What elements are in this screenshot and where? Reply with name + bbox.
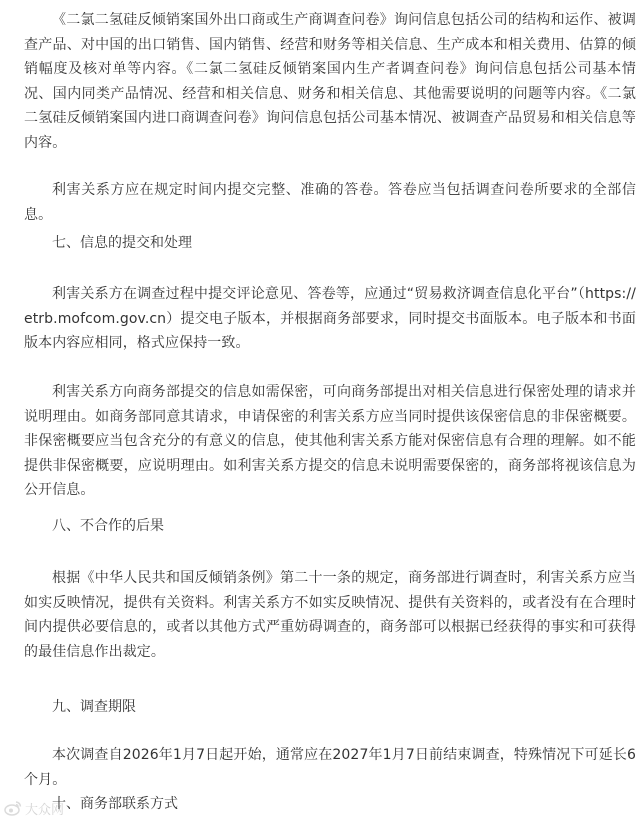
paragraph-submission-method: 利害关系方在调查过程中提交评论意见、答卷等，应通过“贸易救济调查信息化平台”（https://etrb.mofcom.gov.cn）提交电子版本，并根据商务部要求，同时提交书面版本。电子版本和书面版本内容应相同，格式应保持一致。 bbox=[24, 286, 636, 351]
weibo-icon bbox=[4, 800, 22, 816]
section-heading-9: 九、调查期限 bbox=[52, 699, 136, 715]
watermark-text: 大众网 bbox=[25, 802, 65, 818]
source-watermark bbox=[4, 796, 64, 820]
paragraph-non-cooperation: 根据《中华人民共和国反倾销条例》第二十一条的规定，商务部进行调查时，利害关系方应当如实反映情况，提供有关资料。利害关系方不如实反映情况、提供有关资料的，或者没有在合理时间内提供必要信息的，或者以其他方式严重妨碍调查的，商务部可以根据已经获得的事实和可获得的最佳信息作出裁定。 bbox=[24, 570, 636, 660]
paragraph-confidential-info: 利害关系方向商务部提交的信息如需保密，可向商务部提出对相关信息进行保密处理的请求并说明理由。如商务部同意其请求，申请保密的利害关系方应当同时提供该保密信息的非保密概要。非保密概要应当包含充分的有意义的信息，使其他利害关系方能对保密信息有合理的理解。如不能提供非保密概要，应说明理由。如利害关系方提交的信息未说明需要保密的，商务部将视该信息为公开信息。 bbox=[24, 384, 636, 498]
paragraph-questionnaire-contents: 《二氯二氢硅反倾销案国外出口商或生产商调查问卷》询问信息包括公司的结构和运作、被调查产品、对中国的出口销售、国内销售、经营和财务等相关信息、生产成本和相关费用、估算的倾销幅度及核对单等内容。《二氯二氢硅反倾销案国内生产者调查问卷》询问信息包括公司基本情况、国内同类产品情况、经营和相关信息、财务和相关信息、其他需要说明的问题等内容。《二氯二氢硅反倾销案国内进口商调查问卷》询问信息包括公司基本情况、被调查产品贸易和相关信息等内容。 bbox=[24, 12, 636, 151]
section-heading-8: 八、不合作的后果 bbox=[52, 518, 164, 534]
section-heading-10: 十、商务部联系方式 bbox=[52, 796, 178, 812]
paragraph-answer-requirement: 利害关系方应在规定时间内提交完整、准确的答卷。答卷应当包括调查问卷所要求的全部信息。 bbox=[24, 182, 636, 223]
paragraph-investigation-period: 本次调查自2026年1月7日起开始，通常应在2027年1月7日前结束调查，特殊情况下可延长6个月。 bbox=[24, 747, 636, 788]
section-heading-7: 七、信息的提交和处理 bbox=[52, 235, 192, 251]
